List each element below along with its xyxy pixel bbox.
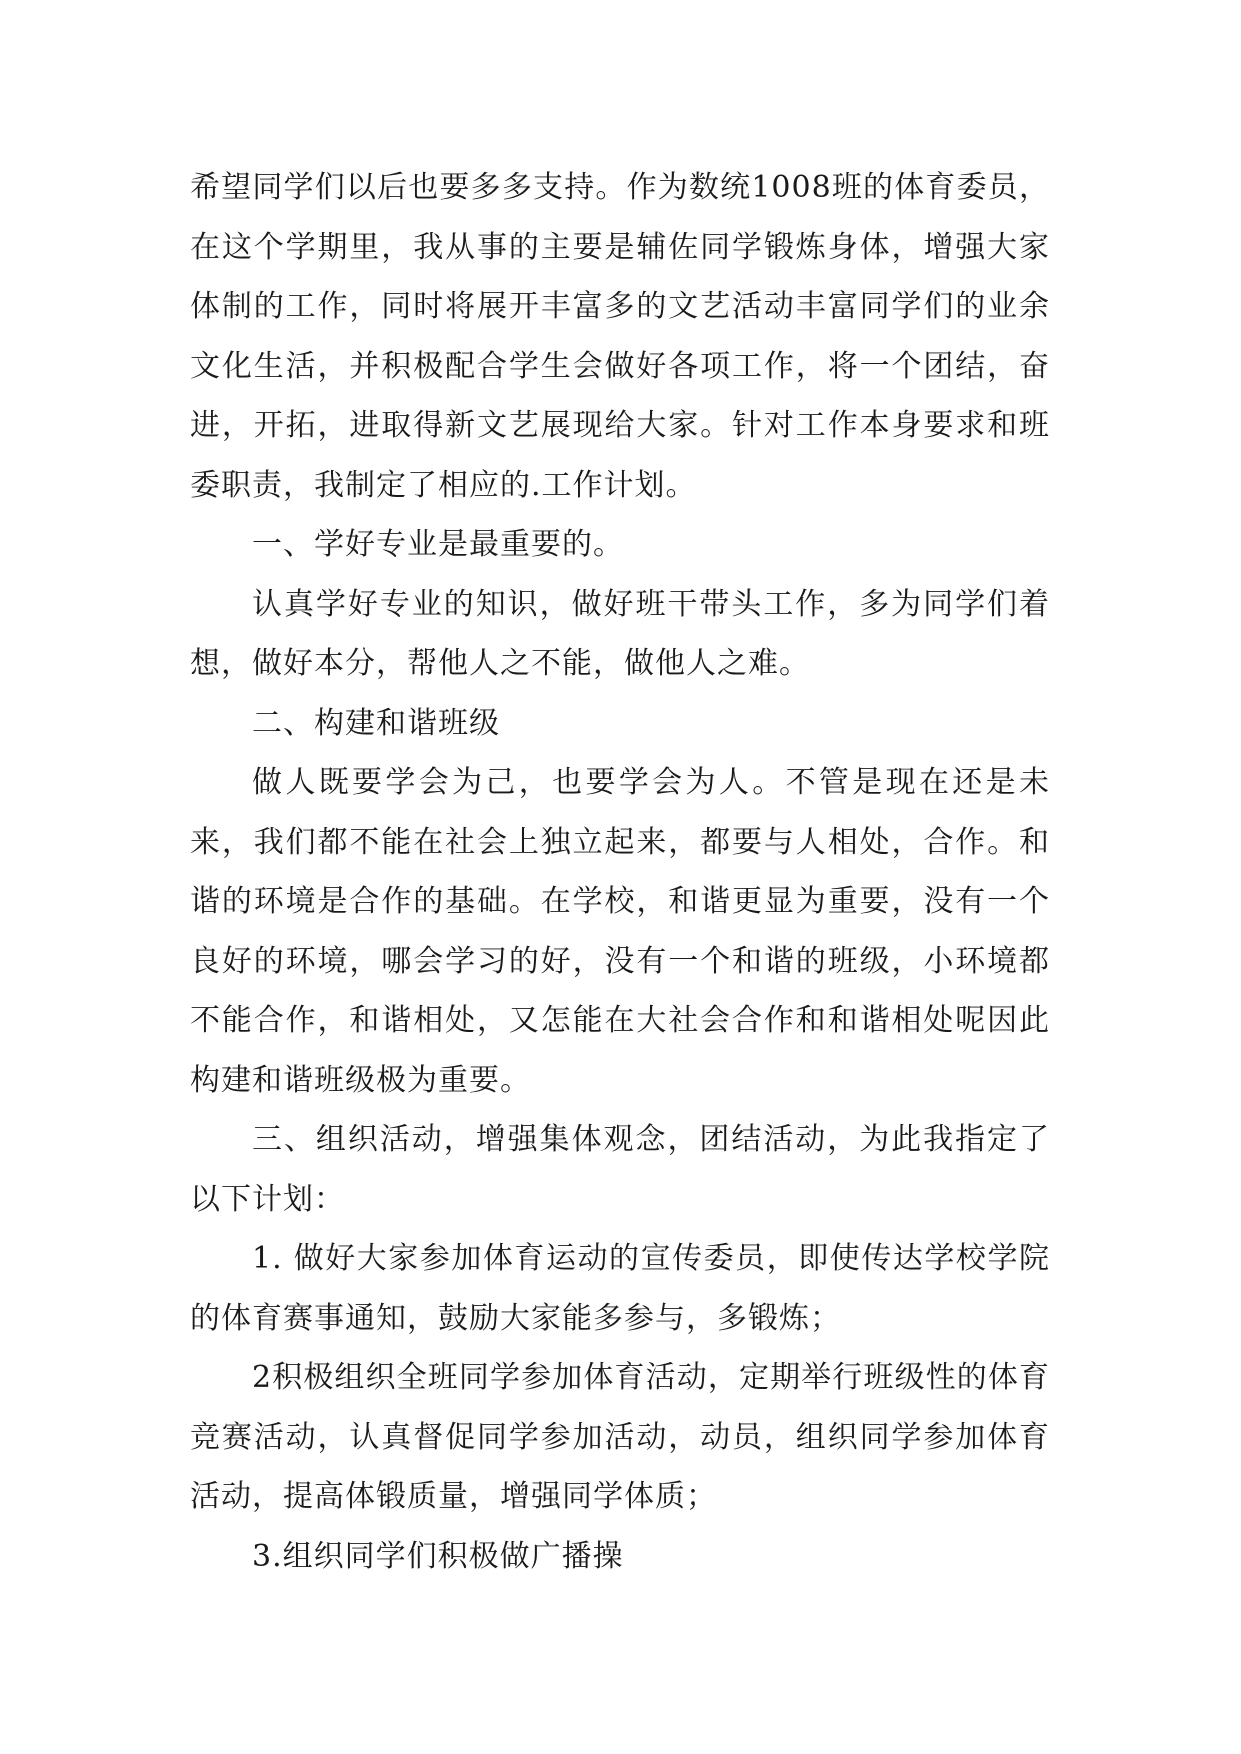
list-item-1: 1. 做好大家参加体育运动的宣传委员，即使传达学校学院的体育赛事通知，鼓励大家能多参与，多锻炼；: [190, 1241, 1050, 1336]
paragraph-intro: 希望同学们以后也要多多支持。作为数统1008班的体育委员，在这个学期里，我从事的主要是辅佐同学锻炼身体，增强大家体制的工作，同时将展开丰富多的文艺活动丰富同学们的业余文化生活，并积极配合学生会做好各项工作，将一个团结，奋进，开拓，进取得新文艺展现给大家。针对工作本身要求和班委职责，我制定了相应的.工作计划。: [190, 170, 1050, 503]
list-item-2: 2积极组织全班同学参加体育活动，定期举行班级性的体育竞赛活动，认真督促同学参加活动，动员，组织同学参加体育活动，提高体锻质量，增强同学体质；: [190, 1360, 1050, 1514]
paragraph-section-1: 认真学好专业的知识，做好班干带头工作，多为同学们着想，做好本分，帮他人之不能，做他人之难。: [190, 586, 1050, 681]
paragraph-section-2: 做人既要学会为己，也要学会为人。不管是现在还是未来，我们都不能在社会上独立起来，都要与人相处，合作。和谐的环境是合作的基础。在学校，和谐更显为重要，没有一个良好的环境，哪会学习的好，没有一个和谐的班级，小环境都不能合作，和谐相处，又怎能在大社会合作和和谐相处呢因此构建和谐班级极为重要。: [190, 765, 1050, 1098]
heading-section-1: 一、学好专业是最重要的。: [252, 527, 624, 562]
heading-section-3: 三、组织活动，增强集体观念，团结活动，为此我指定了以下计划：: [190, 1122, 1050, 1217]
document-body: [190, 158, 1050, 1586]
list-item-3: 3.组织同学们积极做广播操: [252, 1538, 624, 1574]
heading-section-2: 二、构建和谐班级: [252, 705, 500, 741]
